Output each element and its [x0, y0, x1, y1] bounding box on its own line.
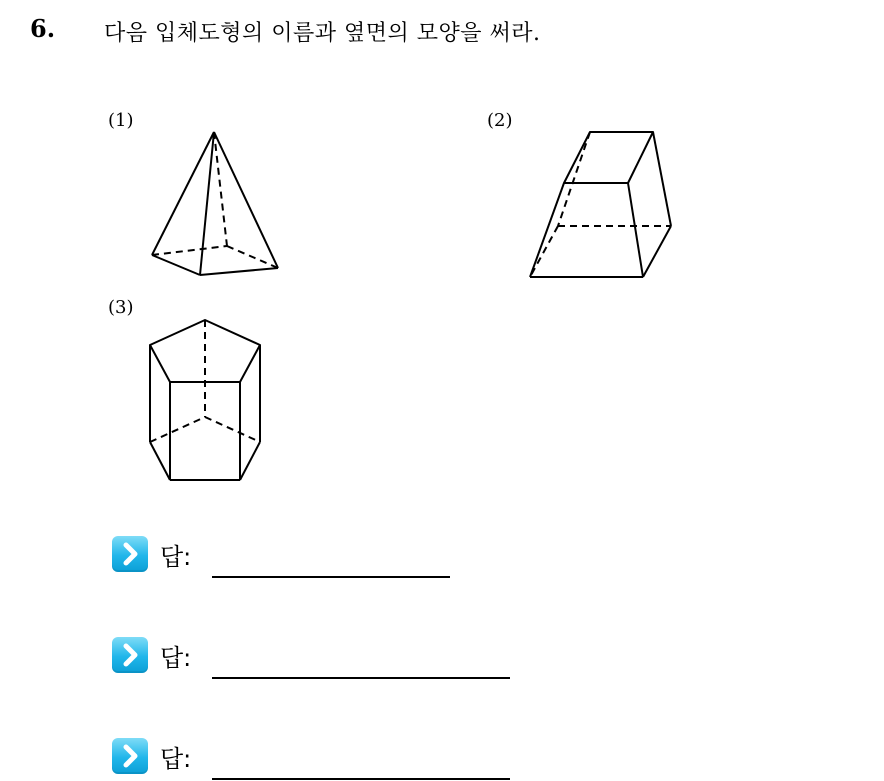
answer-label: 답:: [160, 745, 192, 773]
pentagonal-prism-figure: [140, 312, 270, 487]
square-frustum-figure: [520, 122, 690, 287]
chevron-right-icon: [112, 536, 148, 572]
answer-blank[interactable]: [212, 778, 510, 780]
answer-label: 답:: [160, 543, 192, 571]
answer-row-2: [112, 637, 532, 677]
question-number: 6.: [30, 14, 56, 43]
answer-label: 답:: [160, 644, 192, 672]
answer-blank[interactable]: [212, 576, 450, 578]
question-text: 다음 입체도형의 이름과 옆면의 모양을 써라.: [104, 21, 541, 46]
answer-blank[interactable]: [212, 677, 510, 679]
figure-2-label: (2): [487, 110, 513, 131]
figure-1-label: (1): [108, 110, 134, 131]
chevron-right-icon: [112, 738, 148, 774]
square-pyramid-figure: [140, 125, 290, 285]
figure-3-label: (3): [108, 297, 134, 318]
chevron-right-icon: [112, 637, 148, 673]
answer-row-1: [112, 536, 472, 576]
answer-row-3: [112, 738, 532, 778]
